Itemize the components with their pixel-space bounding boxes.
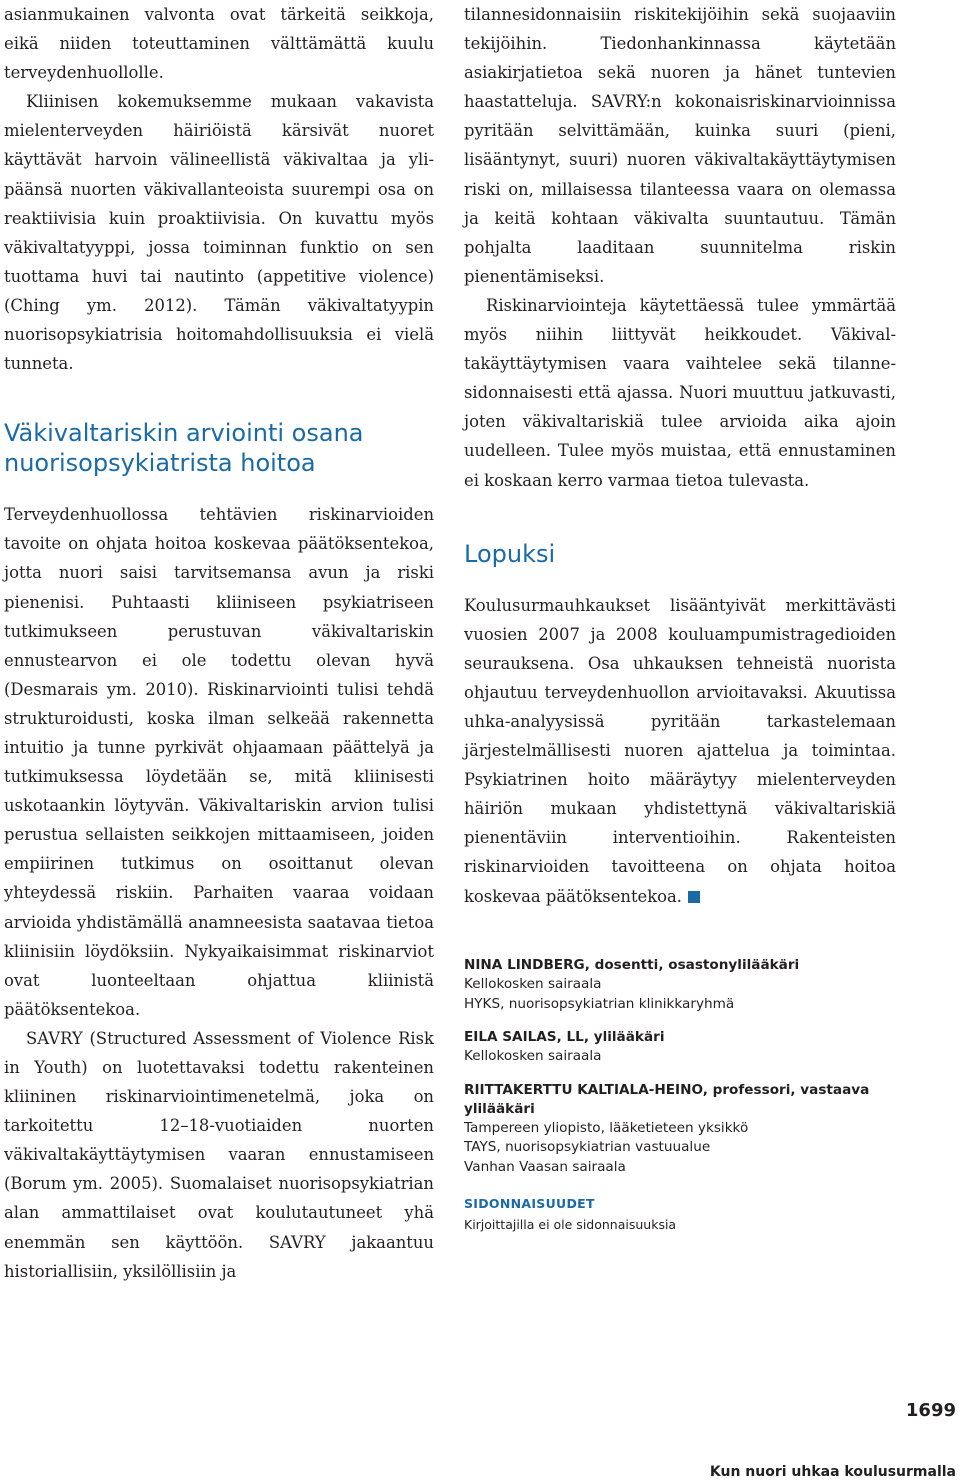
end-of-article-square-icon — [688, 891, 700, 903]
page-number: 1699 — [905, 1400, 956, 1421]
author-affiliation: Kellokosken sairaala — [464, 976, 602, 992]
paragraph: Riskinarviointeja käytettäessä tulee ymmärtää myös niihin liittyvät heikkoudet. Väkivaltakäyttäytymisen vaara vaihtelee sekä tilannesidonnaisesti että ajassa. Nuori muuttuu jatkuvasti, joten väkivaltariskiä tulee arvioida aika ajoin uudelleen. Tulee myös muistaa, että ennustaminen ei koskaan kerro varmaa tietoa tulevasta. — [464, 295, 896, 490]
running-title: Kun nuori uhkaa koulusurmalla — [709, 1464, 956, 1480]
author-block — [464, 1081, 904, 1178]
author-name: NINA LINDBERG, dosentti, osastonylilääkäri — [464, 957, 800, 973]
paragraph: tilannesidonnaisiin riskitekijöihin sekä suojaaviin tekijöihin. Tiedonhankinnassa käytetään asiakirjatietoa sekä nuoren ja hänet tuntevien haastatteluja. SAVRY:n kokonaisriskinarvioinnissa pyritään selvittämään, kuinka suuri (pieni, lisääntynyt, suuri) nuoren väkivaltakäyttäytymisen riski on, millaisessa tilanteessa vaara on olemassa ja keitä kohtaan väkivalta suuntautuu. Tämän pohjalta laaditaan suunnitelma riskin pienentämiseksi. — [464, 5, 896, 286]
paragraph: Terveydenhuollossa tehtävien riskinarvioiden tavoite on ohjata hoitoa koskevaa päätöksentekoa, jotta nuori saisi tarvitsemansa avun ja riski pienenisi. Puhtaasti kliiniseen psykiatriseen tutkimukseen perustuvan väkivaltariskin ennustearvon ei ole todettu olevan hyvä (Desmarais ym. 2010). Riskinarviointi tulisi tehdä strukturoidusti, koska ilman selkeää rakennetta intuitio ja tunne pyrkivät ohjaamaan päättelyä ja tutkimuksessa löydetään se, mitä kliinisesti uskotaankin löytyvän. Väkivaltariskin arvion tulisi perustua sellaisten seikkojen mittaamiseen, joiden empiirinen tutkimus on osoittanut olevan yhteydessä riskiin. Parhaiten vaaraa voidaan arvioida yhdistämällä anamneesista saatavaa tietoa kliinisiin löydöksiin. Nykyaikaisimmat riskinarviot ovat luonteeltaan ohjattua kliinistä päätöksentekoa. — [4, 505, 434, 1019]
section-heading: Väkivaltariskin arviointi osana nuorisopsykiatrista hoitoa — [4, 419, 364, 478]
author-info — [464, 956, 904, 1237]
author-affiliation: HYKS, nuorisopsykiatrian klinikkaryhmä — [464, 995, 735, 1012]
paragraph: Kliinisen kokemuksemme mukaan vakavista mielenterveyden häiriöistä kärsivät nuoret käyttävät harvoin välineellistä väkivaltaa ja ylipäänsä nuorten väkivallanteoista suurempi osa on reaktiivisia kuin proaktiivisia. On kuvattu myös väkivaltatyyppi, jossa toiminnan funktio on sen tuottama huvi tai nautinto (appetitive violence) (Ching ym. 2012). Tämän väkivaltatyypin nuorisopsykiatrisia hoitomahdollisuuksia ei vielä tunneta. — [4, 92, 434, 374]
author-block — [464, 1028, 904, 1067]
disclosure-text: Kirjoittajilla ei ole sidonnaisuuksia — [464, 1217, 677, 1232]
author-affiliation: Vanhan Vaasan sairaala — [464, 1158, 626, 1175]
author-name: EILA SAILAS, LL, ylilääkäri — [464, 1029, 665, 1045]
right-column — [464, 0, 896, 911]
left-column — [4, 0, 434, 1286]
author-affiliation: TAYS, nuorisopsykiatrian vastuualue — [464, 1139, 711, 1155]
paragraph-text: Koulusurmauhkaukset lisääntyivät merkittävästi vuosien 2007 ja 2008 kouluampumistragedioiden seurauksena. Osa uhkauksen tehneistä nuorista ohjautuu terveydenhuollon arvioitavaksi. Akuutissa uhka-analyysissä pyritään tarkastelemaan järjestelmällisesti nuoren ajattelua ja toimintaa. Psykiatrinen hoito määräytyy mielenterveyden häiriön mukaan yhdistettynä väkivaltariskiä pienentäviin interventioihin. Rakenteisten riskinarvioiden tavoitteena on ohjata hoitoa koskevaa päätöksentekoa. — [464, 595, 896, 906]
author-block — [464, 956, 904, 1014]
author-affiliation: Tampereen yliopisto, lääketieteen yksikkö — [464, 1119, 749, 1136]
author-affiliation: Kellokosken sairaala — [464, 1048, 602, 1064]
paragraph — [464, 591, 896, 911]
disclosure-heading: SIDONNAISUUDET — [464, 1196, 595, 1211]
paragraph: SAVRY (Structured Assessment of Violence Risk in Youth) on luotettavaksi todettu rakenteinen kliininen riskinarviointimenetelmä, joka on tarkoitettu 12–18-vuotiaiden nuorten väkivaltakäyttäytymisen vaaran ennustamiseen (Borum ym. 2005). Suomalaiset nuorisopsykiatrian alan ammattilaiset ovat koulutautuneet yhä enemmän sen käyttöön. SAVRY jakaantuu historiallisiin, yksilöllisiin ja — [4, 1028, 434, 1281]
section-heading: Lopuksi — [464, 539, 556, 568]
paragraph: asianmukainen valvonta ovat tärkeitä seikkoja, eikä niiden toteuttaminen välttämättä kuulu terveydenhuollolle. — [4, 5, 434, 83]
author-name: RIITTAKERTTU KALTIALA-HEINO, professori, vastaava ylilääkäri — [464, 1081, 870, 1117]
